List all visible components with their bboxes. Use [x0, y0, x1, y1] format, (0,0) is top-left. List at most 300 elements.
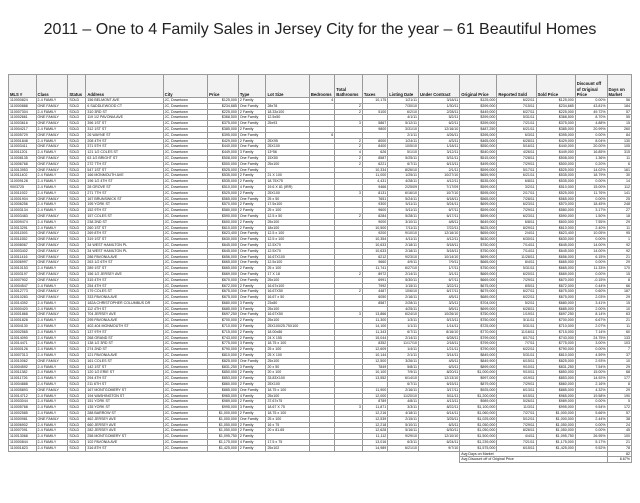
table-cell: $525,000 [536, 167, 575, 173]
table-cell: 68 [607, 370, 631, 376]
table-cell: 8 [607, 382, 631, 388]
table-cell: 2 Family [238, 173, 266, 179]
table-cell: 110010062 [9, 358, 37, 364]
table-cell: 7/30/10 [388, 103, 419, 109]
table-cell: 24 X 155 [266, 335, 309, 341]
table-cell: 25X100 [266, 382, 309, 388]
table-cell: 11/28/11 [497, 254, 536, 260]
table-cell: 6/15/11 [497, 393, 536, 399]
table-cell: $670,000 [208, 277, 239, 283]
table-cell: 5/10/11 [388, 422, 419, 428]
table-cell: $600,000 [536, 219, 575, 225]
table-cell: One Family [238, 289, 266, 295]
table-cell: JC, Downtown [163, 144, 208, 150]
table-cell: JC, Downtown [163, 341, 208, 347]
table-cell: 5/31/11 [497, 324, 536, 330]
table-cell: $630,000 [536, 237, 575, 243]
table-cell: 156 1/2 JERSEY AVE [86, 271, 163, 277]
table-cell: $599,000 [460, 167, 497, 173]
table-cell: 10/7/10 [418, 190, 459, 196]
table-cell: 49.72% [575, 109, 607, 115]
table-cell: 8789 [362, 399, 387, 405]
table-cell: 25 x 50 [266, 196, 309, 202]
table-cell: 3/14/11 [418, 353, 459, 359]
table-cell: 12,539 [362, 416, 387, 422]
table-cell: 105 [607, 144, 631, 150]
table-cell: JC, Downtown [163, 295, 208, 301]
table-cell: 8.04% [575, 138, 607, 144]
table-cell: 120 1/2 ERIE ST [86, 370, 163, 376]
table-cell: 5/11/11 [418, 393, 459, 399]
table-cell: 6/2/11 [418, 121, 459, 127]
table-cell: 6/21/11 [497, 173, 536, 179]
table-cell: 9600 [362, 208, 387, 214]
table-cell: 12.5 x 50 [266, 213, 309, 219]
table-cell: 274 2ND ST [86, 347, 163, 353]
table-cell: 4/26/11 [497, 150, 536, 156]
table-cell: 5/11/11 [497, 318, 536, 324]
table-cell: ONE FAMILY [36, 103, 68, 109]
table-cell: 103 [607, 341, 631, 347]
table-cell: $700,000 [208, 318, 239, 324]
table-cell: SOLD [68, 283, 86, 289]
table-cell: JC, Downtown [163, 329, 208, 335]
table-cell: 2 Family [238, 266, 266, 272]
table-cell: SOLD [68, 376, 86, 382]
table-cell: $899,000 [460, 364, 497, 370]
table-cell: $665,000 [460, 260, 497, 266]
table-cell: 110001828 [9, 318, 37, 324]
table-cell: 11 [607, 155, 631, 161]
table-cell: 3/25/11 [418, 416, 459, 422]
table-cell: 66 [607, 283, 631, 289]
table-cell: $725,000 [460, 324, 497, 330]
table-cell: $630,000 [208, 237, 239, 243]
table-cell: 110001904 [9, 196, 37, 202]
table-cell: JC, Downtown [163, 231, 208, 237]
table-cell: 0.20% [575, 161, 607, 167]
table-cell: 12/16/10 [418, 231, 459, 237]
table-cell: SOLD [68, 329, 86, 335]
table-cell: One Family [238, 248, 266, 254]
table-cell: 6/3/11 [388, 440, 419, 446]
table-cell: $669,000 [208, 271, 239, 277]
table-cell: 110003616 [9, 121, 37, 127]
table-cell: ONE FAMILY [36, 231, 68, 237]
table-cell: 2 Family [238, 428, 266, 434]
table-cell: 6/28/11 [497, 138, 536, 144]
table-cell: 110003134 [9, 208, 37, 214]
column-header: Taxes [362, 75, 387, 98]
table-cell: 4/25/11 [388, 306, 419, 312]
table-cell: 110011402 [9, 173, 37, 179]
table-cell: 15.00% [575, 370, 607, 376]
table-cell: $790,000 [208, 347, 239, 353]
table-cell: 2 [335, 155, 363, 161]
table-cell: 4/12/11 [418, 179, 459, 185]
table-cell: JC, Downtown [163, 324, 208, 330]
table-cell: $225,000 [208, 109, 239, 115]
table-cell: 16.67X100 [266, 254, 309, 260]
table-cell: $565,000 [536, 196, 575, 202]
table-cell: $850,000 [208, 370, 239, 376]
table-cell: 4.88% [575, 121, 607, 127]
table-cell: 15X50 [266, 155, 309, 161]
table-cell: 0.00% [575, 347, 607, 353]
table-cell: JC, Downtown [163, 289, 208, 295]
table-cell: SOLD [68, 399, 86, 405]
table-cell: SOLD [68, 289, 86, 295]
table-cell: 6/15/11 [497, 445, 536, 451]
table-cell: 3 Family [238, 300, 266, 306]
table-cell: 121 1/2 COLES ST [86, 150, 163, 156]
table-cell: 7/9/11 [418, 260, 459, 266]
table-cell: 15 [607, 121, 631, 127]
table-cell: $669,000 [536, 271, 575, 277]
table-cell: 45 [607, 428, 631, 434]
table-cell: 7992 [362, 283, 387, 289]
table-cell: 152 9TH ST [86, 208, 163, 214]
table-cell: $645,000 [536, 248, 575, 254]
table-cell: 8/20/11 [418, 370, 459, 376]
table-cell: 3/18/11 [418, 98, 459, 104]
page-title: 2011 – One to 4 Family Sales in Jersey City for the year – 61 Beautiful Homes [43, 21, 597, 38]
table-cell: 7/29/11 [497, 161, 536, 167]
table-cell: JC, Downtown [163, 208, 208, 214]
table-cell: 4/18/11 [388, 411, 419, 417]
table-cell: 29 [607, 260, 631, 266]
table-cell: $825,000 [536, 358, 575, 364]
table-cell: 13,016 [362, 440, 387, 446]
table-cell: $995,000 [208, 405, 239, 411]
table-cell: 208 4TH ST [86, 138, 163, 144]
table-cell: 7/21/11 [497, 440, 536, 446]
table-cell: 110008067 [9, 242, 37, 248]
table-cell: 29 [607, 219, 631, 225]
table-cell: JC, Downtown [163, 219, 208, 225]
table-cell: JC, Downtown [163, 190, 208, 196]
table-cell: $850,000 [536, 370, 575, 376]
table-cell: 2.44% [575, 416, 607, 422]
table-cell: 2 Family [238, 411, 266, 417]
table-cell: 9003725 [9, 184, 37, 190]
table-cell: 14,100 [362, 324, 387, 330]
table-cell: 7/21/11 [497, 121, 536, 127]
table-cell: 315 [607, 150, 631, 156]
table-cell: 4487 [362, 289, 387, 295]
table-cell: $659,000 [460, 231, 497, 237]
table-cell: 4.59% [575, 353, 607, 359]
table-cell: 3/2/11 [497, 184, 536, 190]
table-cell: 4.32% [575, 387, 607, 393]
table-cell: $965,000 [536, 393, 575, 399]
table-cell: 8400 [362, 144, 387, 150]
table-cell: 2 Family [238, 399, 266, 405]
table-cell: 21 [607, 254, 631, 260]
table-cell: $645,000 [536, 242, 575, 248]
table-cell: SOLD [68, 312, 86, 318]
table-cell: 38 [607, 416, 631, 422]
table-cell: 110005729 [9, 132, 37, 138]
table-cell: 6/3/11 [497, 132, 536, 138]
table-cell: $680,000 [536, 300, 575, 306]
table-cell: 1/19/11 [497, 312, 536, 318]
table-cell: 462 JERSEY AVE [86, 416, 163, 422]
table-cell: $525,000 [208, 190, 239, 196]
table-cell: 12/13/10 [418, 376, 459, 382]
table-cell: 272 7TH ST [86, 161, 163, 167]
table-cell: 4/8/11 [388, 399, 419, 405]
table-cell: $775,000 [536, 341, 575, 347]
table-cell: 0.44% [575, 283, 607, 289]
table-cell: $465,000 [460, 138, 497, 144]
table-cell: JC, Downtown [163, 213, 208, 219]
table-cell: $535,000 [208, 173, 239, 179]
table-cell: 110007313 [9, 353, 37, 359]
table-cell: 7/22/11 [418, 225, 459, 231]
table-cell: JC, Downtown [163, 248, 208, 254]
table-cell: 7/9/11 [388, 370, 419, 376]
table-cell: SOLD [68, 219, 86, 225]
table-cell: 26 WAYNE ST [86, 132, 163, 138]
table-cell: $590,000 [208, 213, 239, 219]
table-cell: 2-4 FAMILY [36, 329, 68, 335]
table-cell: 319 1ST ST [86, 237, 163, 243]
table-cell: 3/22/11 [418, 283, 459, 289]
table-cell: 10 [607, 306, 631, 312]
table-cell: $1,000,000 [208, 411, 239, 417]
table-cell: 26.95% [575, 434, 607, 440]
table-cell: ONE FAMILY [36, 289, 68, 295]
table-cell: 110014471 [9, 341, 37, 347]
table-cell: 18.75 x 100 [266, 411, 309, 417]
table-cell: ONE FAMILY [36, 155, 68, 161]
table-cell: 19.6 X 81 (IRR) [266, 184, 309, 190]
table-cell: $645,000 [208, 242, 239, 248]
table-cell: 21 X 100 [266, 173, 309, 179]
table-cell: 5867 [362, 121, 387, 127]
table-cell: $989,000 [536, 399, 575, 405]
table-cell: 28 GROVE ST [86, 184, 163, 190]
table-cell: 2/14/11 [388, 271, 419, 277]
table-cell: 8/4/11 [497, 260, 536, 266]
table-cell: 6/23/11 [497, 202, 536, 208]
table-cell: 110010153 [9, 266, 37, 272]
table-cell: 25x100 [266, 161, 309, 167]
table-cell: 3.17% [575, 208, 607, 214]
table-cell: 2-4 FAMILY [36, 411, 68, 417]
column-header: City [163, 75, 208, 98]
table-cell: 6/8/11 [497, 179, 536, 185]
table-cell: 10,175 [362, 98, 387, 104]
table-cell: SOLD [68, 440, 86, 446]
table-cell: 10/27/10 [418, 173, 459, 179]
table-cell: 6/7/11 [388, 161, 419, 167]
column-header: MLS # [9, 75, 37, 98]
table-cell: $860,000 [536, 382, 575, 388]
table-cell: 8/29/11 [497, 225, 536, 231]
table-cell: 5/5/11 [418, 306, 459, 312]
table-cell: 11,343 [362, 329, 387, 335]
table-cell: 57 [607, 411, 631, 417]
table-cell: $1,425,000 [208, 445, 239, 451]
table-cell: 2 Family [238, 382, 266, 388]
table-cell: $853,000 [536, 376, 575, 382]
table-cell: $610,000 [536, 225, 575, 231]
table-cell: 6/8/11 [497, 219, 536, 225]
table-cell: 110006768 [9, 161, 37, 167]
table-cell: 13,866 [362, 312, 387, 318]
table-cell: JC, Downtown [163, 196, 208, 202]
table-cell: 11,871 [362, 405, 387, 411]
table-cell: $535,000 [536, 179, 575, 185]
table-cell: $1,050,000 [208, 428, 239, 434]
table-cell: One Family [238, 121, 266, 127]
table-cell: 11 [607, 225, 631, 231]
table-cell: $675,000 [536, 295, 575, 301]
table-cell: $500,000 [536, 161, 575, 167]
table-cell: 1/25/11 [388, 173, 419, 179]
table-cell: 110011201 [9, 150, 37, 156]
table-cell: 4 Family [238, 393, 266, 399]
table-cell: One Family [238, 387, 266, 393]
table-cell: 2 Family [238, 225, 266, 231]
table-cell: 11/3/11 [497, 405, 536, 411]
table-cell: 6/14/10 [388, 376, 419, 382]
table-cell: 2.00% [575, 306, 607, 312]
table-cell: 7849 [362, 364, 387, 370]
table-cell: 295 PAVONIA AVE [86, 318, 163, 324]
table-cell: 2-4 FAMILY [36, 190, 68, 196]
table-cell: $750,000 [460, 318, 497, 324]
table-cell: 17.5x100 [266, 202, 309, 208]
table-cell: 19.58% [575, 393, 607, 399]
table-cell: 110004217 [9, 126, 37, 132]
table-cell: $775,000 [208, 341, 239, 347]
table-cell: 119 1/2 PAVONIA AVE [86, 115, 163, 121]
table-cell: JC, Downtown [163, 109, 208, 115]
table-cell: $1,050,000 [460, 428, 497, 434]
table-cell: JC, Downtown [163, 254, 208, 260]
table-cell: ONE FAMILY [36, 242, 68, 248]
table-cell: 110005768 [9, 405, 37, 411]
table-cell: $1,100,000 [460, 405, 497, 411]
table-cell: 190 [607, 393, 631, 399]
table-cell: 2/28/11 [388, 300, 419, 306]
table-cell: 177 [607, 376, 631, 382]
table-cell: 138 1/2 3RD ST [86, 341, 163, 347]
table-cell: $630,000 [460, 237, 497, 243]
table-cell: 5.66% [575, 411, 607, 417]
table-cell: 63 1/2 BRIGHT ST [86, 155, 163, 161]
table-cell: 6/21/10 [388, 445, 419, 451]
table-cell: 0.00% [575, 196, 607, 202]
table-cell: SOLD [68, 254, 86, 260]
table-cell: JC, Downtown [163, 405, 208, 411]
table-cell: 37.67x75 [266, 399, 309, 405]
table-cell: $715,000 [536, 329, 575, 335]
table-cell: 10 [607, 358, 631, 364]
table-cell: 110000824 [9, 98, 37, 104]
table-cell: $610,000 [208, 225, 239, 231]
table-cell: 20 x 50 [266, 364, 309, 370]
table-cell: SOLD [68, 416, 86, 422]
table-cell: 6/30/11 [497, 237, 536, 243]
table-cell: 6 SADDLEWOOD CT [86, 103, 163, 109]
table-cell: 11,112 [362, 434, 387, 440]
table-cell: JC, Downtown [163, 138, 208, 144]
table-cell: SOLD [68, 266, 86, 272]
column-header: Lot Size [266, 75, 309, 98]
table-cell: $825,000 [208, 358, 239, 364]
column-header: Address [86, 75, 163, 98]
table-cell: 10.05% [575, 231, 607, 237]
table-cell: 12/10/10 [418, 434, 459, 440]
table-cell: 2-4 FAMILY [36, 376, 68, 382]
table-cell: 2/1/11 [388, 353, 419, 359]
table-cell: $368,500 [208, 115, 239, 121]
table-cell: $697,250 [208, 312, 239, 318]
table-cell: $125,000 [460, 98, 497, 104]
table-cell: JC, Downtown [163, 184, 208, 190]
table-cell: 15,044 [362, 335, 387, 341]
table-cell: 2.16% [575, 382, 607, 388]
table-cell: 6/2/10 [388, 109, 419, 115]
table-cell: $1,095,750 [536, 434, 575, 440]
table-cell: One Family [238, 213, 266, 219]
table-cell: $697,250 [536, 312, 575, 318]
table-cell: $600,000 [208, 219, 239, 225]
table-cell: $1,060,000 [460, 411, 497, 417]
table-cell: 14.00% [575, 248, 607, 254]
table-cell: $535,000 [208, 179, 239, 185]
column-header: Type [238, 75, 266, 98]
table-cell: $831,250 [536, 364, 575, 370]
table-cell: 8/26/10 [388, 167, 419, 173]
table-cell: 110000844 [9, 440, 37, 446]
table-cell: 2 Family [238, 353, 266, 359]
table-cell: 8/17/11 [497, 335, 536, 341]
column-header: Total Bathrooms [335, 75, 363, 98]
table-cell: $675,000 [536, 289, 575, 295]
table-cell: 5/11/11 [388, 202, 419, 208]
table-cell: 110006902 [9, 422, 37, 428]
table-cell: 2.93% [575, 358, 607, 364]
table-cell: 2 Family [238, 370, 266, 376]
table-cell: 20 x 81.65 [266, 428, 309, 434]
table-cell: 260 1ST ST [86, 225, 163, 231]
table-cell: 133 [607, 335, 631, 341]
table-cell: 16.67X50 [266, 312, 309, 318]
column-header: Under Contract [418, 75, 459, 98]
table-cell: 7/14/11 [497, 242, 536, 248]
table-cell: 1.36% [575, 155, 607, 161]
column-header: Listing Date [388, 75, 419, 98]
table-cell: 9200 [362, 231, 387, 237]
table-cell: 2 Family [238, 208, 266, 214]
table-cell: 7/14/11 [497, 248, 536, 254]
table-cell: 2-4 FAMILY [36, 341, 68, 347]
table-cell: $659,900 [460, 173, 497, 179]
table-cell: 2 Family [238, 109, 266, 115]
table-cell: $672,000 [208, 283, 239, 289]
table-cell: 12/16/10 [418, 126, 459, 132]
table-cell: 5/12/11 [497, 416, 536, 422]
table-cell: $665,000 [208, 260, 239, 266]
table-cell: 110002565 [9, 329, 37, 335]
table-cell: 1/21/11 [388, 98, 419, 104]
table-cell: 2 [335, 138, 363, 144]
